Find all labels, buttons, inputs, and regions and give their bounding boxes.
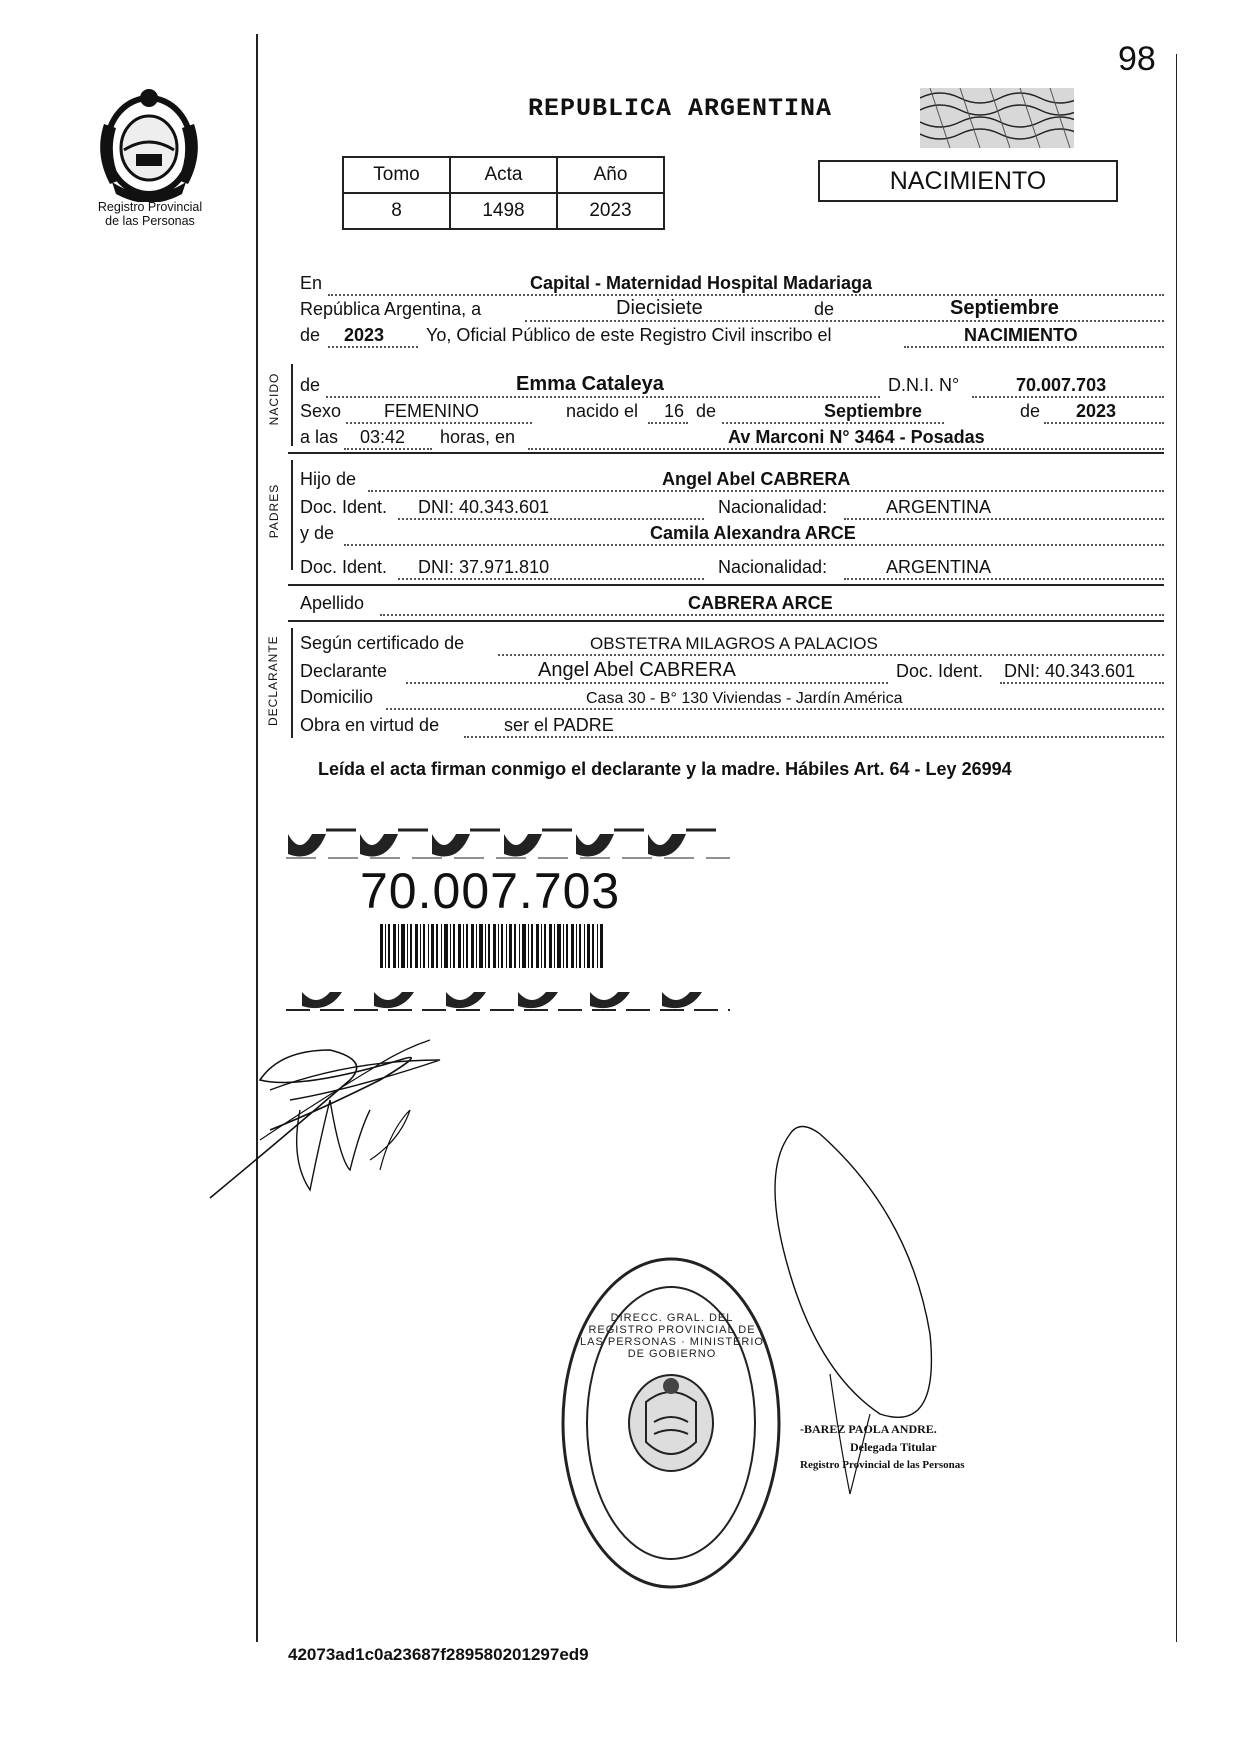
surname-value: CABRERA ARCE [688,593,833,613]
birth-place: Av Marconi N° 3464 - Posadas [728,427,985,447]
day-words-value: Diecisiete [616,297,703,319]
line-declarant: Declarante Angel Abel CABRERA Doc. Ident. DNI: 40.343.601 [300,658,1164,684]
year-value: 2023 [344,325,385,345]
officer-office: Registro Provincial de las Personas [800,1459,965,1471]
father-name: Angel Abel CABRERA [662,469,851,489]
signature-block [800,1420,965,1474]
page-number: 98 [1118,40,1156,78]
line-certificate: Según certificado de OBSTETRA MILAGROS A PALACIOS [300,630,1164,656]
security-pattern [920,88,1074,148]
sex-value: FEMENINO [384,401,480,421]
month-value: Septiembre [950,297,1059,319]
logo-caption: Registro Provincial de las Personas [97,200,203,228]
security-strip-top [286,826,730,862]
left-margin-line [256,34,258,1642]
officer-name: -BAREZ PAOLA ANDRE. [800,1422,937,1436]
line-mother: y de Camila Alexandra ARCE [300,520,1164,546]
birth-year: 2023 [1076,401,1117,421]
tomo-header: Tomo [343,157,450,193]
line-nacido-time: a las 03:42 horas, en Av Marconi N° 3464 - Posadas [300,424,1164,450]
security-strip-bottom [286,988,730,1014]
registry-table [342,156,665,230]
province-emblem-icon [92,84,206,202]
document-title: REPUBLICA ARGENTINA [528,94,833,123]
certificate-value: OBSTETRA MILAGROS A PALACIOS [590,634,878,653]
barcode-number: 70.007.703 [360,863,621,919]
line-surname: Apellido CABRERA ARCE [300,590,1164,616]
barcode [380,924,604,968]
line-officer: de 2023 Yo, Oficial Público de este Registro Civil inscribo el NACIMIENTO [300,322,1164,348]
official-seal [558,1252,784,1594]
line-place [300,270,1164,296]
place-value: Capital - Maternidad Hospital Madariaga [530,273,873,293]
en-label: En [300,273,323,293]
acta-value: 1498 [450,193,557,229]
birth-time: 03:42 [360,427,406,447]
line-date: República Argentina, a Diecisiete de Septiembre [300,296,1164,322]
declarant-signature [200,1020,520,1220]
tomo-value: 8 [343,193,450,229]
seal-text: DIRECC. GRAL. DEL REGISTRO PROVINCIAL DE LAS PERSONAS · MINISTERIO DE GOBIERNO [580,1312,764,1360]
birth-day: 16 [664,401,685,421]
birth-month: Septiembre [824,401,923,421]
anio-value: 2023 [557,193,664,229]
closing-text: Leída el acta firman conmigo el declarante y la madre. Hábiles Art. 64 - Ley 26994 [318,759,1012,779]
line-address: Domicilio Casa 30 - B° 130 Viviendas - Jardín América [300,684,1164,710]
mother-doc: DNI: 37.971.810 [418,557,550,577]
acta-header: Acta [450,157,557,193]
mother-name: Camila Alexandra ARCE [650,523,856,543]
line-father-doc: Doc. Ident. DNI: 40.343.601 Nacionalidad: ARGENTINA [300,494,1164,520]
section-label-declarante: DECLARANTE [266,635,280,726]
father-nationality: ARGENTINA [886,497,992,517]
document-hash: 42073ad1c0a23687f289580201297ed9 [288,1645,589,1664]
declarant-doc: DNI: 40.343.601 [1004,661,1136,681]
act-type-value: NACIMIENTO [964,325,1078,345]
address-value: Casa 30 - B° 130 Viviendas - Jardín América [586,690,903,707]
anio-header: Año [557,157,664,193]
document-type-box: NACIMIENTO [818,160,1118,202]
line-mother-doc: Doc. Ident. DNI: 37.971.810 Nacionalidad: ARGENTINA [300,554,1164,580]
mother-nationality: ARGENTINA [886,557,992,577]
right-margin-line [1176,54,1177,1642]
line-father: Hijo de Angel Abel CABRERA [300,466,1164,492]
line-obra: Obra en virtud de ser el PADRE [300,712,1164,738]
newborn-dni: 70.007.703 [1016,375,1107,395]
section-label-nacido: NACIDO [267,372,281,426]
father-doc: DNI: 40.343.601 [418,497,550,517]
declarant-name: Angel Abel CABRERA [538,659,736,681]
obra-value: ser el PADRE [504,715,614,735]
officer-role: Delegada Titular [850,1440,937,1454]
newborn-name: Emma Cataleya [516,373,664,395]
line-nacido-sex: Sexo FEMENINO nacido el 16 de Septiembre de 2023 [300,398,1164,424]
section-label-padres: PADRES [267,483,281,539]
line-nacido-name: de Emma Cataleya D.N.I. N° 70.007.703 [300,372,1164,398]
